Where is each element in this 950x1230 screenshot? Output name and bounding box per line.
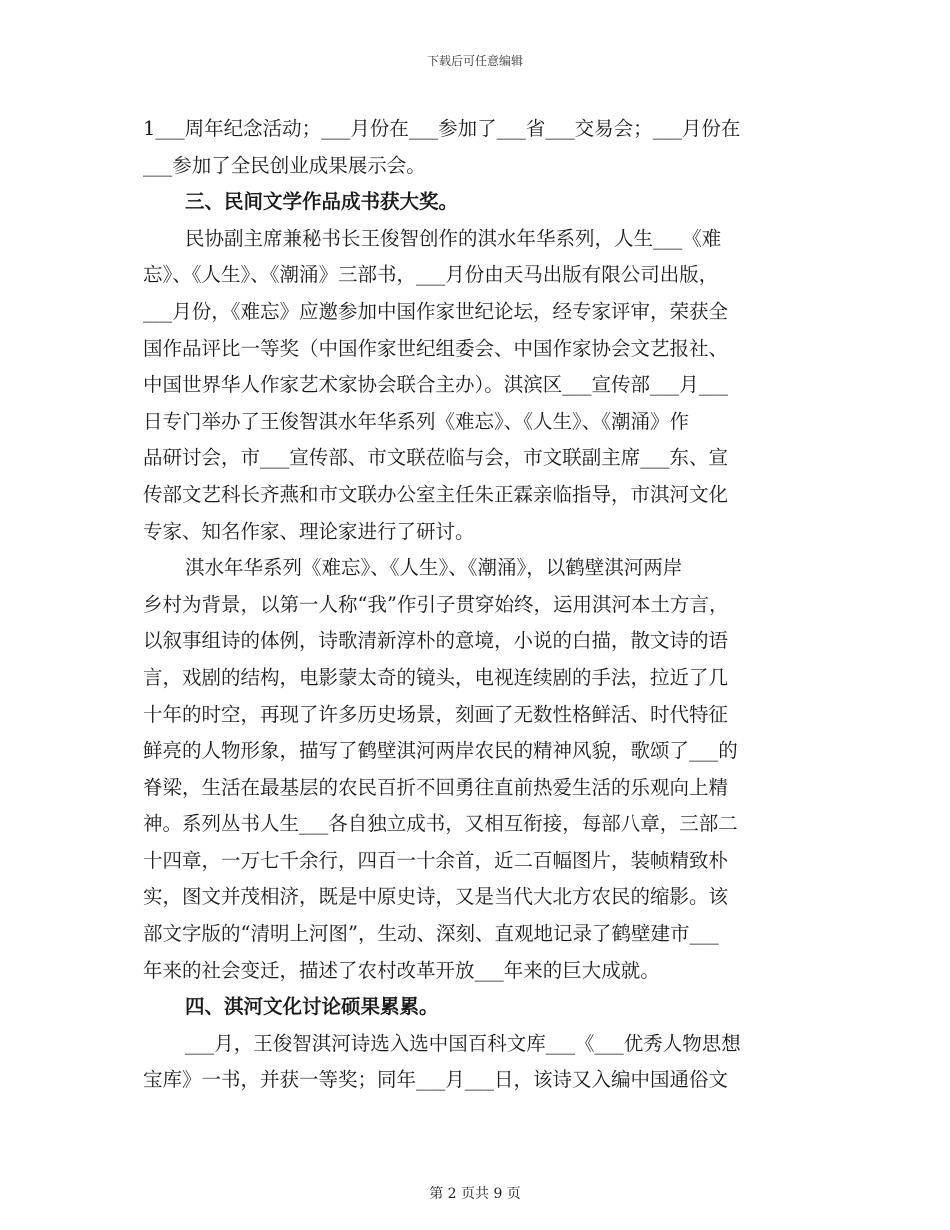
text-line: 1___周年纪念活动；___月份在___参加了___省___交易会；___月份在 [143,117,741,140]
text-line: 十四章，一万七千余行，四百一十余首，近二百幅图片，装帧精致朴 [143,848,729,872]
section-heading: 四、淇河文化讨论硕果累累。 [185,995,439,1019]
text-line: 宝库》一书，并获一等奖；同年___月___日，该诗又入编中国通俗文 [143,1068,729,1092]
text-line: 日专门举办了王俊智淇水年华系列《难忘》、《人生》、《潮涌》作 [143,409,690,433]
text-line: 言，戏剧的结构，电影蒙太奇的镜头，电视连续剧的手法，拉近了几 [143,665,729,689]
text-line: ___月份，《难忘》应邀参加中国作家世纪论坛，经专家评审，荣获全 [143,299,729,323]
text-line: 民协副主席兼秘书长王俊智创作的淇水年华系列，人生___《难 [185,226,722,250]
text-line: 忘》、《人生》、《潮涌》三部书，___月份由天马出版有限公司出版， [143,263,719,287]
page-number-footer: 第 2 页共 9 页 [429,1186,521,1202]
text-line: 专家、知名作家、理论家进行了研讨。 [143,519,475,543]
text-line: 年来的社会变迁，描述了农村改革开放___年来的巨大成就。 [143,958,660,982]
text-line: 部文字版的“清明上河图”，生动、深刻、直观地记录了鹤壁建市___ [143,922,719,946]
text-line: 以叙事组诗的体例，诗歌清新淳朴的意境，小说的白描，散文诗的语 [143,629,729,653]
text-line: 传部文艺科长齐燕和市文联办公室主任朱正霖亲临指导，市淇河文化 [143,482,729,506]
text-line: 中国世界华人作家艺术家协会联合主办）。淇滨区___宣传部___月___ [143,373,729,397]
document-body [143,111,803,1099]
page-header: 下载后可任意编辑 [426,54,523,68]
text-line: 国作品评比一等奖（中国作家世纪组委会、中国作家协会文艺报社、 [143,336,729,360]
text-line: ___参加了全民创业成果展示会。 [143,153,426,177]
text-line: 乡村为背景，以第一人称“我”作引子贯穿始终，运用淇河本土方言， [143,592,729,616]
section-heading: 三、民间文学作品成书获大奖。 [185,190,459,214]
text-line: 品研讨会，市___宣传部、市文联莅临与会，市文联副主席___东、宣 [143,446,729,470]
text-line: 脊梁，生活在最基层的农民百折不回勇往直前热爱生活的乐观向上精 [143,775,729,799]
text-line: 鲜亮的人物形象，描写了鹤壁淇河两岸农民的精神风貌，歌颂了___的 [143,739,738,763]
text-line: 淇水年华系列《难忘》、《人生》、《潮涌》，以鹤壁淇河两岸 [185,556,683,580]
text-line: 十年的时空，再现了许多历史场景，刻画了无数性格鲜活、时代特征 [143,702,729,726]
text-line: ___月，王俊智淇河诗选入选中国百科文库___《___优秀人物思想 [185,1031,741,1055]
text-line: 实，图文并茂相济，既是中原史诗，又是当代大北方农民的缩影。该 [143,885,729,909]
text-line: 神。系列丛书人生___各自独立成书，又相互衔接，每部八章，三部二 [143,812,738,836]
